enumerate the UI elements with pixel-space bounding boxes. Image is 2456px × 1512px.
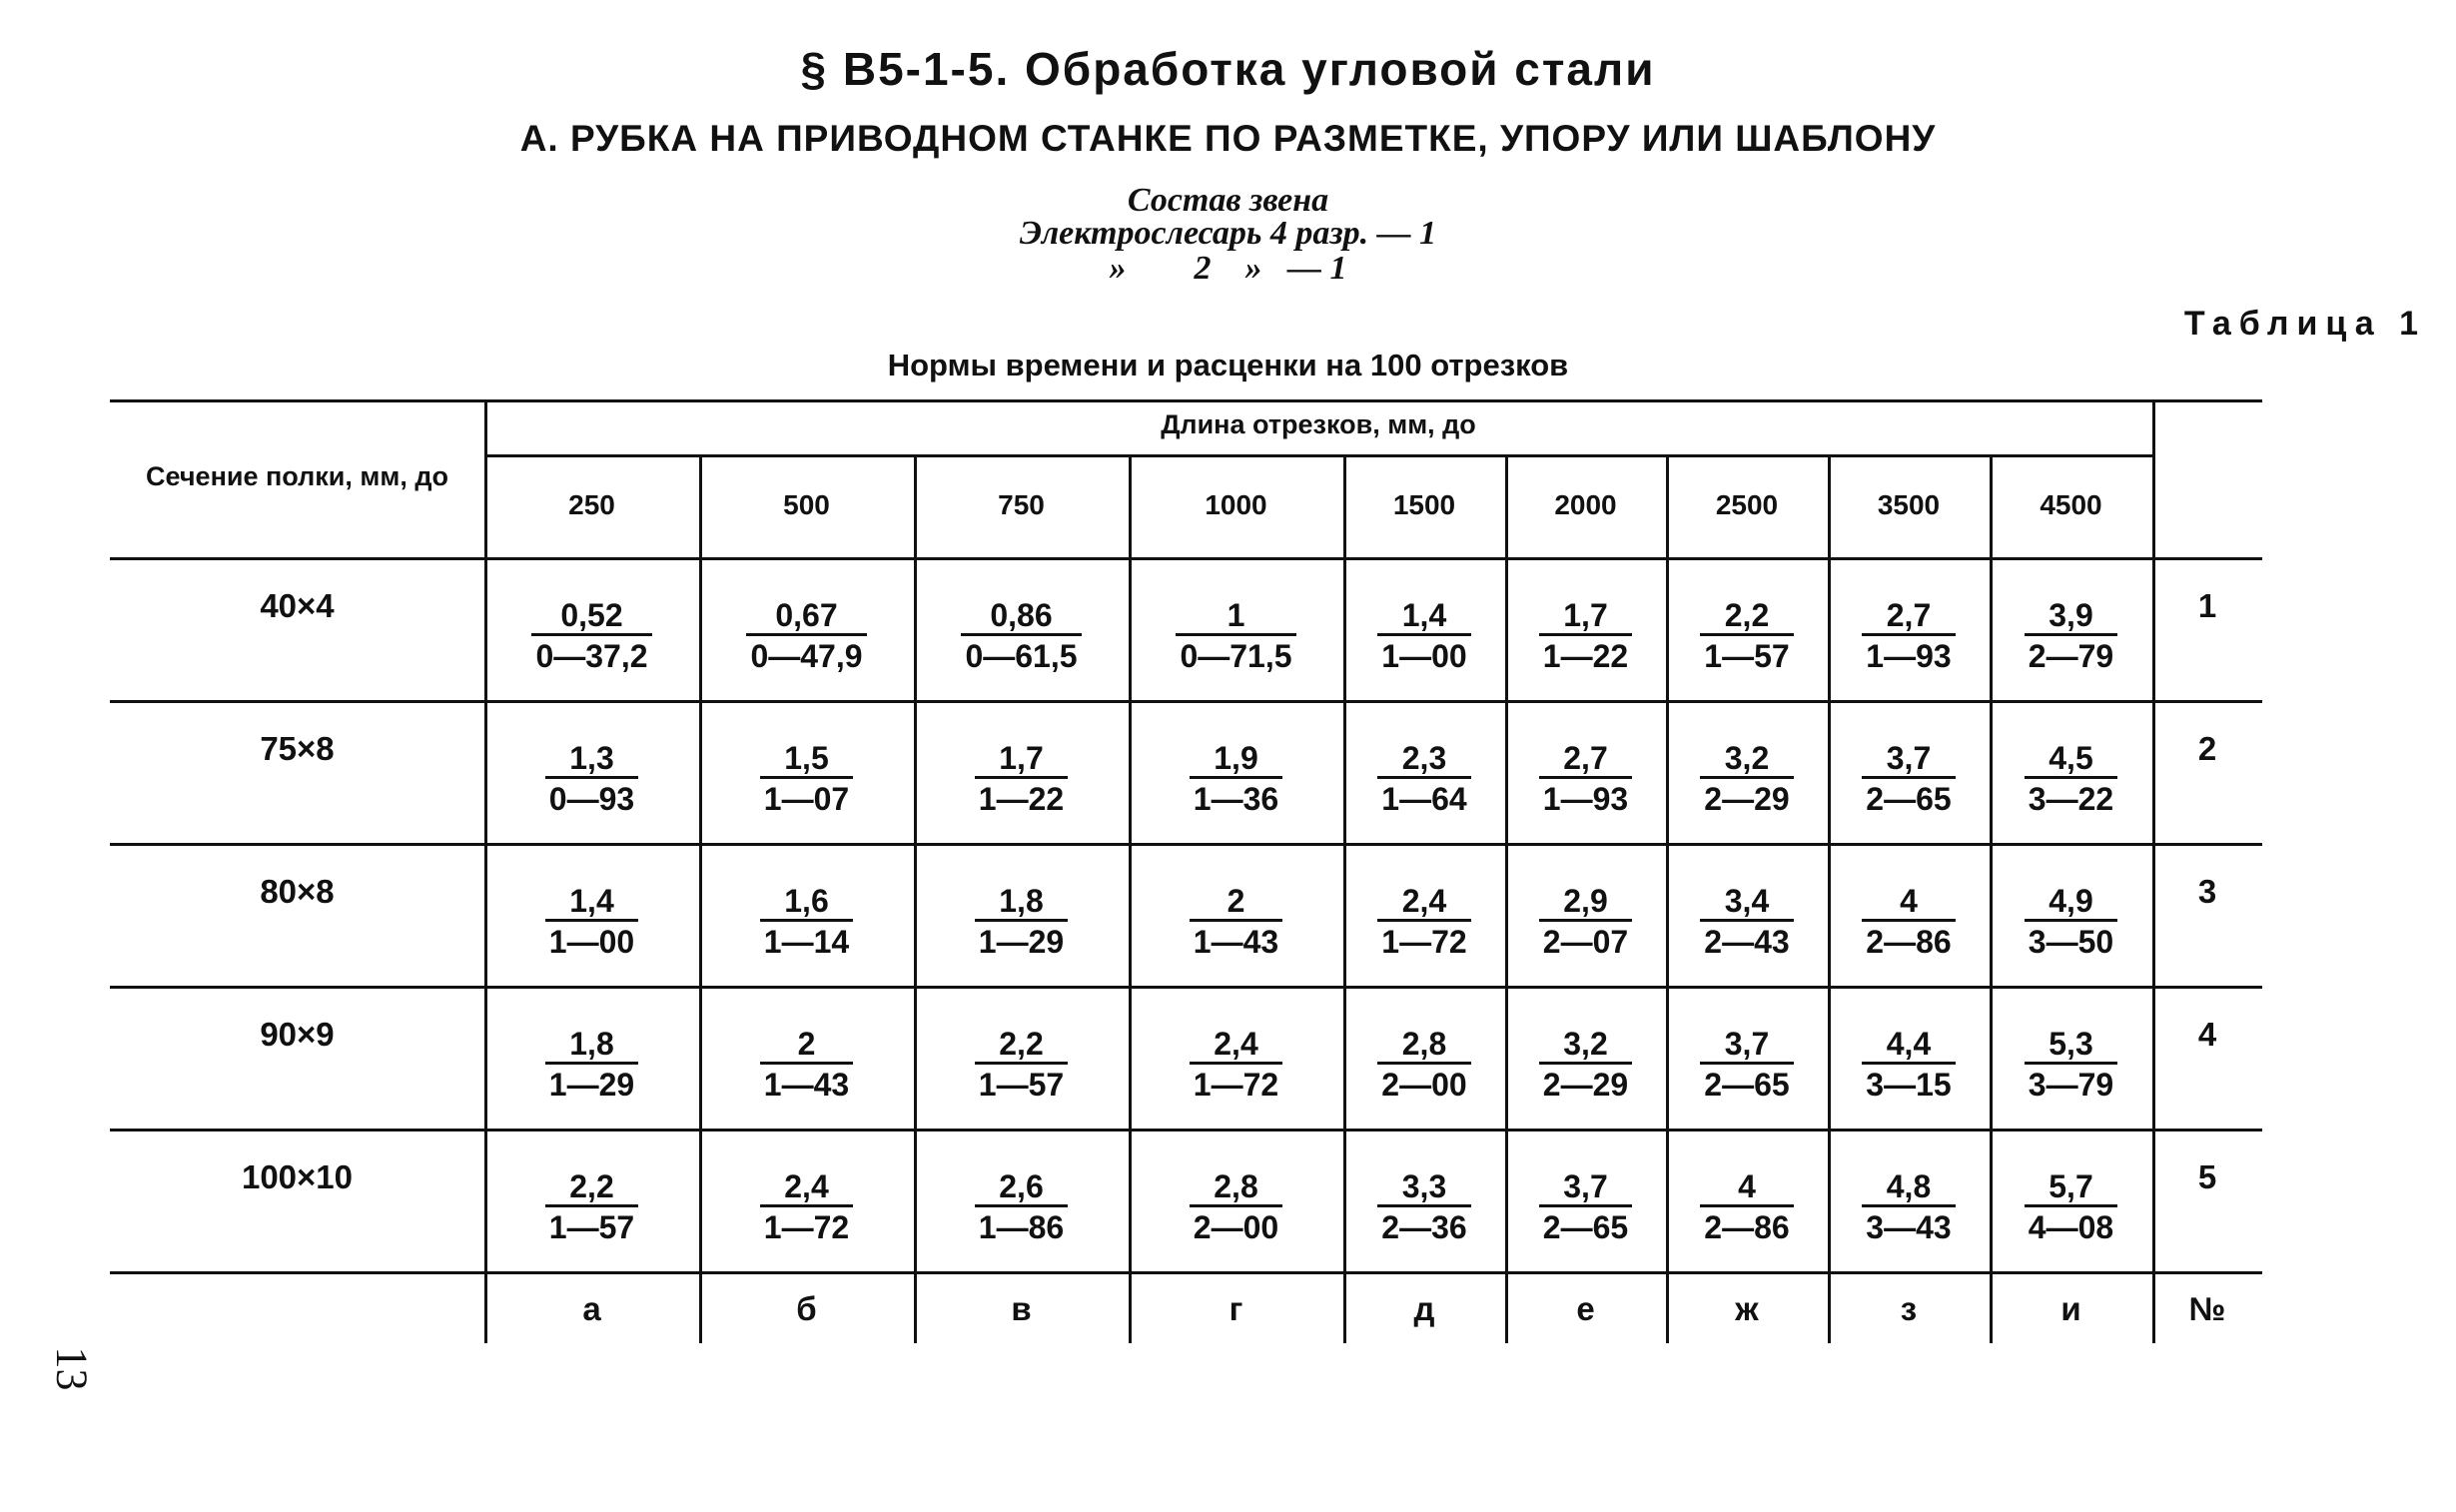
- rate-price: 1—72: [1193, 1067, 1279, 1103]
- rate-price: 0—93: [548, 781, 635, 817]
- time-norm: 1,4: [1377, 597, 1470, 636]
- rate-price: 0—37,2: [535, 638, 648, 674]
- fraction: [1700, 883, 1793, 962]
- fraction: [760, 740, 853, 819]
- table-cell: [1828, 873, 1990, 963]
- rate-price: 2—36: [1381, 1209, 1467, 1245]
- fraction: [1539, 597, 1632, 676]
- table-cell: [1666, 1158, 1828, 1248]
- column-letter: ж: [1735, 1290, 1759, 1327]
- rate-price: 1—72: [763, 1209, 850, 1245]
- time-norm: 2: [1190, 883, 1282, 922]
- table-cell: [1129, 873, 1343, 963]
- row-section: 40×4: [260, 587, 335, 624]
- rate-price: 1—57: [978, 1067, 1065, 1103]
- time-norm: 3,2: [1700, 740, 1793, 779]
- time-norm: 2,9: [1539, 883, 1632, 922]
- fraction: [545, 740, 638, 819]
- table-cell: [1990, 730, 2152, 820]
- rate-price: 1—07: [763, 781, 850, 817]
- rate-price: 1—14: [763, 924, 850, 960]
- row-header: Сечение полки, мм, до: [146, 461, 448, 491]
- table-cell: [1343, 1016, 1505, 1106]
- time-norm: 2: [760, 1026, 853, 1065]
- rate-price: 1—22: [978, 781, 1065, 817]
- fraction: [975, 1026, 1068, 1105]
- row-number: 1: [2197, 587, 2217, 624]
- fraction: [2025, 1026, 2117, 1105]
- table-cell: [1343, 1158, 1505, 1248]
- column-letter: и: [2060, 1290, 2081, 1327]
- time-norm: 4: [1862, 883, 1955, 922]
- table-cell: [914, 1016, 1129, 1106]
- row-section: 75×8: [260, 730, 335, 767]
- time-norm: 3,7: [1539, 1168, 1632, 1207]
- crew-line-2: » 2 » — 1: [1109, 250, 1347, 287]
- column-header: 4500: [2040, 489, 2102, 520]
- time-norm: 4,9: [2025, 883, 2117, 922]
- fraction: [975, 740, 1068, 819]
- rate-price: 2—65: [1866, 781, 1952, 817]
- table-top-rule: [110, 399, 2262, 402]
- fraction: [746, 597, 866, 676]
- rate-price: 4—08: [2028, 1209, 2114, 1245]
- fraction: [1862, 1168, 1955, 1247]
- column-letter: д: [1413, 1290, 1435, 1327]
- table-cell: [1990, 587, 2152, 677]
- rate-price: 2—29: [1704, 781, 1790, 817]
- rate-price: 2—86: [1866, 924, 1952, 960]
- row-section: 100×10: [241, 1158, 354, 1195]
- table-cell: [1343, 587, 1505, 677]
- column-letter: з: [1900, 1290, 1918, 1327]
- time-norm: 2,4: [760, 1168, 853, 1207]
- table-cell: [484, 730, 699, 820]
- header-bottom-rule: [110, 557, 2262, 560]
- column-letter: г: [1228, 1290, 1243, 1327]
- table-cell: [1666, 1016, 1828, 1106]
- fraction: [2025, 883, 2117, 962]
- rate-price: 3—50: [2028, 924, 2114, 960]
- table-cell: [1505, 873, 1666, 963]
- column-letter: е: [1576, 1290, 1595, 1327]
- page-number: 13: [47, 1346, 97, 1391]
- rate-price: 3—79: [2028, 1067, 2114, 1103]
- time-norm: 3,3: [1377, 1168, 1470, 1207]
- rate-price: 2—65: [1542, 1209, 1629, 1245]
- time-norm: 5,3: [2025, 1026, 2117, 1065]
- table-cell: [1505, 587, 1666, 677]
- fraction: [1377, 1026, 1470, 1105]
- subsection-title: А. РУБКА НА ПРИВОДНОМ СТАНКЕ ПО РАЗМЕТКЕ, УПОРУ ИЛИ ШАБЛОНУ: [519, 118, 1937, 159]
- table-cell: [1828, 587, 1990, 677]
- fraction: [2025, 740, 2117, 819]
- time-norm: 5,7: [2025, 1168, 2117, 1207]
- rate-price: 2—65: [1704, 1067, 1790, 1103]
- time-norm: 1,5: [760, 740, 853, 779]
- rate-price: 2—29: [1542, 1067, 1629, 1103]
- table-cell: [1990, 873, 2152, 963]
- rate-price: 1—36: [1193, 781, 1279, 817]
- table-cell: [914, 1158, 1129, 1248]
- table-cell: [484, 1016, 699, 1106]
- time-norm: 3,9: [2025, 597, 2117, 636]
- fraction: [2025, 597, 2117, 676]
- table-cell: [1828, 730, 1990, 820]
- fraction: [1700, 1168, 1793, 1247]
- fraction: [1190, 740, 1282, 819]
- time-norm: 1: [1176, 597, 1295, 636]
- rate-price: 1—72: [1381, 924, 1467, 960]
- row-number: 4: [2197, 1016, 2217, 1053]
- fraction: [1539, 1026, 1632, 1105]
- fraction: [760, 883, 853, 962]
- fraction: [975, 1168, 1068, 1247]
- table-cell: [1828, 1158, 1990, 1248]
- rate-price: 1—00: [548, 924, 635, 960]
- time-norm: 2,7: [1862, 597, 1955, 636]
- fraction: [545, 1168, 638, 1247]
- fraction: [1190, 883, 1282, 962]
- fraction: [545, 1026, 638, 1105]
- fraction: [2025, 1168, 2117, 1247]
- column-header: 2500: [1715, 489, 1779, 520]
- time-norm: 1,8: [545, 1026, 638, 1065]
- rate-price: 3—15: [1866, 1067, 1952, 1103]
- rate-price: 2—07: [1542, 924, 1629, 960]
- col-rule: [2152, 399, 2155, 1343]
- table-cell: [1505, 730, 1666, 820]
- row-separator: [110, 700, 2262, 703]
- table-cell: [1666, 587, 1828, 677]
- crew-line-1: Электрослесарь 4 разр. — 1: [1019, 215, 1437, 252]
- fraction: [1700, 597, 1793, 676]
- table-bottom-rule: [110, 1271, 2262, 1274]
- time-norm: 2,2: [1700, 597, 1793, 636]
- table-cell: [914, 873, 1129, 963]
- table-caption: Нормы времени и расценки на 100 отрезков: [887, 348, 1569, 382]
- fraction: [531, 597, 651, 676]
- table-cell: [1129, 1016, 1343, 1106]
- fraction: [1700, 1026, 1793, 1105]
- fraction: [1539, 1168, 1632, 1247]
- fraction: [1190, 1168, 1282, 1247]
- fraction: [545, 883, 638, 962]
- time-norm: 1,4: [545, 883, 638, 922]
- table-cell: [1505, 1016, 1666, 1106]
- time-norm: 3,2: [1539, 1026, 1632, 1065]
- time-norm: 2,4: [1190, 1026, 1282, 1065]
- table-cell: [1990, 1016, 2152, 1106]
- rate-price: 0—61,5: [965, 638, 1078, 674]
- table-cell: [484, 873, 699, 963]
- column-letter: в: [1011, 1290, 1032, 1327]
- time-norm: 1,8: [975, 883, 1068, 922]
- time-norm: 4,8: [1862, 1168, 1955, 1207]
- table-cell: [1129, 730, 1343, 820]
- time-norm: 1,6: [760, 883, 853, 922]
- time-norm: 2,6: [975, 1168, 1068, 1207]
- fraction: [1862, 597, 1955, 676]
- time-norm: 2,8: [1190, 1168, 1282, 1207]
- fraction: [760, 1026, 853, 1105]
- time-norm: 4,4: [1862, 1026, 1955, 1065]
- row-separator: [110, 1129, 2262, 1132]
- time-norm: 3,7: [1862, 740, 1955, 779]
- rate-price: 1—93: [1542, 781, 1629, 817]
- fraction: [1862, 1026, 1955, 1105]
- table-cell: [1666, 873, 1828, 963]
- time-norm: 0,86: [961, 597, 1081, 636]
- column-header: 500: [783, 489, 830, 520]
- rate-price: 0—47,9: [750, 638, 863, 674]
- table-cell: [1129, 587, 1343, 677]
- column-header: 250: [568, 489, 615, 520]
- fraction: [1377, 597, 1470, 676]
- table-cell: [484, 1158, 699, 1248]
- fraction: [1176, 597, 1295, 676]
- column-header: 750: [998, 489, 1045, 520]
- row-number: 3: [2197, 873, 2217, 910]
- table-cell: [699, 587, 914, 677]
- fraction: [1862, 740, 1955, 819]
- rate-price: 1—29: [978, 924, 1065, 960]
- fraction: [760, 1168, 853, 1247]
- table-cell: [1505, 1158, 1666, 1248]
- table-cell: [1666, 730, 1828, 820]
- rate-price: 1—64: [1381, 781, 1467, 817]
- table-cell: [914, 587, 1129, 677]
- rate-price: 1—57: [1704, 638, 1790, 674]
- rate-price: 1—00: [1381, 638, 1467, 674]
- fraction: [1862, 883, 1955, 962]
- time-norm: 2,2: [975, 1026, 1068, 1065]
- table-cell: [1828, 1016, 1990, 1106]
- row-separator: [110, 843, 2262, 846]
- header-group-rule: [484, 454, 2152, 457]
- time-norm: 2,2: [545, 1168, 638, 1207]
- fraction: [1539, 883, 1632, 962]
- rate-price: 3—43: [1866, 1209, 1952, 1245]
- rate-price: 1—93: [1866, 638, 1952, 674]
- table-cell: [699, 873, 914, 963]
- row-number: 2: [2197, 730, 2217, 767]
- time-norm: 2,8: [1377, 1026, 1470, 1065]
- rate-price: 1—29: [548, 1067, 635, 1103]
- section-title: § В5-1-5. Обработка угловой стали: [800, 43, 1656, 95]
- time-norm: 1,9: [1190, 740, 1282, 779]
- time-norm: 1,3: [545, 740, 638, 779]
- time-norm: 1,7: [1539, 597, 1632, 636]
- table-cell: [1129, 1158, 1343, 1248]
- table-cell: [699, 1016, 914, 1106]
- time-norm: 2,4: [1377, 883, 1470, 922]
- fraction: [1190, 1026, 1282, 1105]
- table-cell: [1343, 873, 1505, 963]
- rate-price: 2—86: [1704, 1209, 1790, 1245]
- fraction: [1377, 740, 1470, 819]
- time-norm: 2,7: [1539, 740, 1632, 779]
- rate-price: 2—43: [1704, 924, 1790, 960]
- rate-price: 2—00: [1381, 1067, 1467, 1103]
- time-norm: 2,3: [1377, 740, 1470, 779]
- rate-price: 2—79: [2028, 638, 2114, 674]
- table-cell: [1343, 730, 1505, 820]
- row-section: 90×9: [260, 1016, 335, 1053]
- rate-price: 0—71,5: [1180, 638, 1292, 674]
- time-norm: 1,7: [975, 740, 1068, 779]
- rate-price: 1—43: [763, 1067, 850, 1103]
- rate-price: 1—22: [1542, 638, 1629, 674]
- row-section: 80×8: [260, 873, 335, 910]
- rate-price: 2—00: [1193, 1209, 1279, 1245]
- crew-title: Состав звена: [1127, 182, 1329, 219]
- fraction: [1539, 740, 1632, 819]
- fraction: [961, 597, 1081, 676]
- time-norm: 3,4: [1700, 883, 1793, 922]
- fraction: [1700, 740, 1793, 819]
- rate-price: 1—43: [1193, 924, 1279, 960]
- group-header: Длина отрезков, мм, до: [1161, 409, 1476, 439]
- row-separator: [110, 986, 2262, 989]
- table-cell: [699, 1158, 914, 1248]
- fraction: [975, 883, 1068, 962]
- time-norm: 4: [1700, 1168, 1793, 1207]
- row-number: 5: [2197, 1158, 2217, 1195]
- time-norm: 3,7: [1700, 1026, 1793, 1065]
- column-letter: б: [796, 1290, 817, 1327]
- table-cell: [699, 730, 914, 820]
- time-norm: 0,67: [746, 597, 866, 636]
- table-cell: [914, 730, 1129, 820]
- table-label: Таблица 1: [2183, 305, 2426, 343]
- column-letter: а: [582, 1290, 601, 1327]
- rate-price: 1—86: [978, 1209, 1065, 1245]
- table-cell: [1990, 1158, 2152, 1248]
- column-header: 1000: [1205, 489, 1267, 520]
- fraction: [1377, 883, 1470, 962]
- column-header: 3500: [1877, 489, 1941, 520]
- column-header: 1500: [1392, 489, 1456, 520]
- column-header: 2000: [1554, 489, 1617, 520]
- time-norm: 0,52: [531, 597, 651, 636]
- rate-price: 3—22: [2028, 781, 2114, 817]
- time-norm: 4,5: [2025, 740, 2117, 779]
- table-cell: [484, 587, 699, 677]
- number-label: №: [2188, 1290, 2226, 1327]
- fraction: [1377, 1168, 1470, 1247]
- rate-price: 1—57: [548, 1209, 635, 1245]
